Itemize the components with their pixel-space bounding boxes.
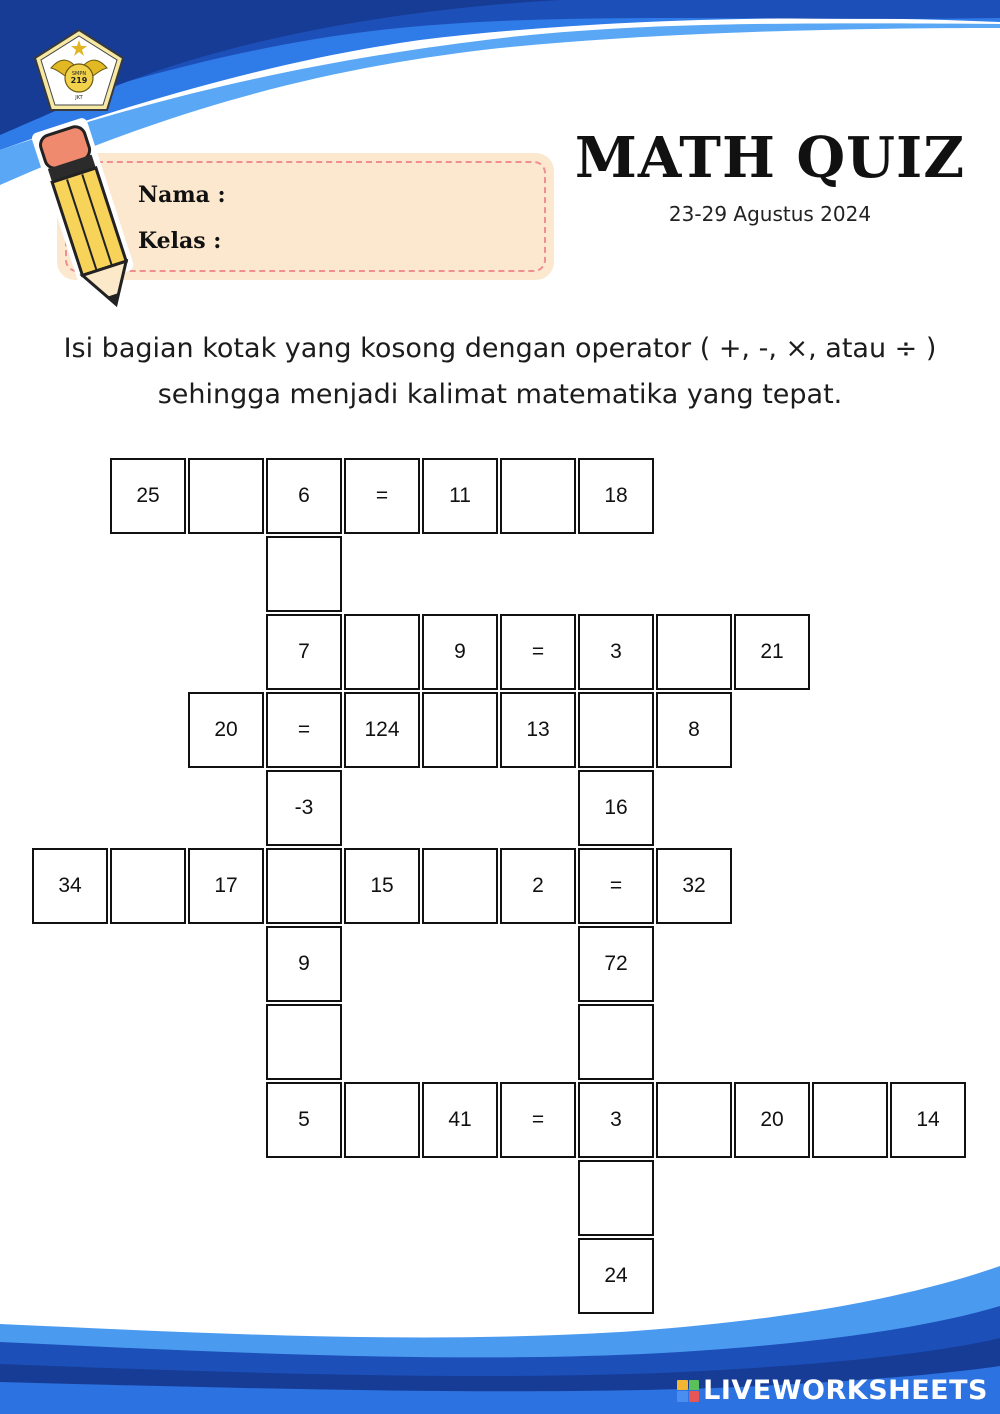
given-cell: 13: [500, 692, 576, 768]
answer-cell[interactable]: [578, 1004, 654, 1080]
operator-input[interactable]: [268, 1006, 340, 1078]
watermark-text: LIVEWORKSHEETS: [703, 1375, 988, 1406]
nama-input[interactable]: [240, 181, 530, 211]
operator-input[interactable]: [346, 1084, 418, 1156]
given-cell: 9: [266, 926, 342, 1002]
given-cell: 32: [656, 848, 732, 924]
given-cell: =: [500, 1082, 576, 1158]
operator-input[interactable]: [268, 538, 340, 610]
given-cell: -3: [266, 770, 342, 846]
given-cell: 21: [734, 614, 810, 690]
given-cell: =: [344, 458, 420, 534]
operator-input[interactable]: [580, 694, 652, 766]
answer-cell[interactable]: [266, 1004, 342, 1080]
given-cell: 41: [422, 1082, 498, 1158]
given-cell: 14: [890, 1082, 966, 1158]
given-cell: 5: [266, 1082, 342, 1158]
given-cell: 7: [266, 614, 342, 690]
answer-cell[interactable]: [656, 614, 732, 690]
instruction-line-1: Isi bagian kotak yang kosong dengan operator ( +, -, ×, atau ÷ ): [63, 333, 937, 364]
given-cell: 124: [344, 692, 420, 768]
answer-cell[interactable]: [578, 1160, 654, 1236]
liveworksheets-watermark: [677, 1375, 988, 1406]
answer-cell[interactable]: [422, 848, 498, 924]
answer-cell[interactable]: [110, 848, 186, 924]
operator-input[interactable]: [580, 1162, 652, 1234]
answer-cell[interactable]: [344, 1082, 420, 1158]
given-cell: 25: [110, 458, 186, 534]
operator-input[interactable]: [424, 850, 496, 922]
operator-input[interactable]: [268, 850, 340, 922]
given-cell: =: [266, 692, 342, 768]
given-cell: 17: [188, 848, 264, 924]
pencil-icon: [28, 115, 146, 315]
operator-input[interactable]: [580, 1006, 652, 1078]
given-cell: 20: [188, 692, 264, 768]
answer-cell[interactable]: [656, 1082, 732, 1158]
answer-cell[interactable]: [812, 1082, 888, 1158]
given-cell: 20: [734, 1082, 810, 1158]
answer-cell[interactable]: [266, 536, 342, 612]
instruction-line-2: sehingga menjadi kalimat matematika yang tepat.: [157, 379, 843, 410]
given-cell: 8: [656, 692, 732, 768]
instruction-text: [30, 326, 970, 418]
given-cell: 34: [32, 848, 108, 924]
given-cell: 3: [578, 614, 654, 690]
answer-cell[interactable]: [500, 458, 576, 534]
answer-cell[interactable]: [422, 692, 498, 768]
answer-cell[interactable]: [344, 614, 420, 690]
given-cell: 24: [578, 1238, 654, 1314]
given-cell: 3: [578, 1082, 654, 1158]
liveworksheets-logo-icon: [677, 1380, 699, 1402]
svg-text:SMPN: SMPN: [71, 71, 87, 77]
answer-cell[interactable]: [188, 458, 264, 534]
svg-text:219: 219: [70, 76, 88, 85]
given-cell: 6: [266, 458, 342, 534]
operator-input[interactable]: [190, 460, 262, 532]
operator-input[interactable]: [502, 460, 574, 532]
operator-input[interactable]: [346, 616, 418, 688]
kelas-label: Kelas :: [138, 228, 222, 254]
answer-cell[interactable]: [578, 692, 654, 768]
svg-text:JKT: JKT: [75, 95, 83, 101]
kelas-input[interactable]: [240, 227, 530, 257]
nama-label: Nama :: [138, 182, 226, 208]
given-cell: 72: [578, 926, 654, 1002]
operator-input[interactable]: [658, 1084, 730, 1156]
operator-input[interactable]: [658, 616, 730, 688]
quiz-date: 23-29 Agustus 2024: [668, 202, 872, 226]
given-cell: 2: [500, 848, 576, 924]
given-cell: 11: [422, 458, 498, 534]
given-cell: 15: [344, 848, 420, 924]
given-cell: =: [500, 614, 576, 690]
operator-input[interactable]: [814, 1084, 886, 1156]
given-cell: 9: [422, 614, 498, 690]
page-title: MATH QUIZ: [574, 125, 966, 191]
operator-input[interactable]: [112, 850, 184, 922]
given-cell: 16: [578, 770, 654, 846]
operator-input[interactable]: [424, 694, 496, 766]
school-logo: [33, 28, 125, 112]
given-cell: 18: [578, 458, 654, 534]
answer-cell[interactable]: [266, 848, 342, 924]
given-cell: =: [578, 848, 654, 924]
